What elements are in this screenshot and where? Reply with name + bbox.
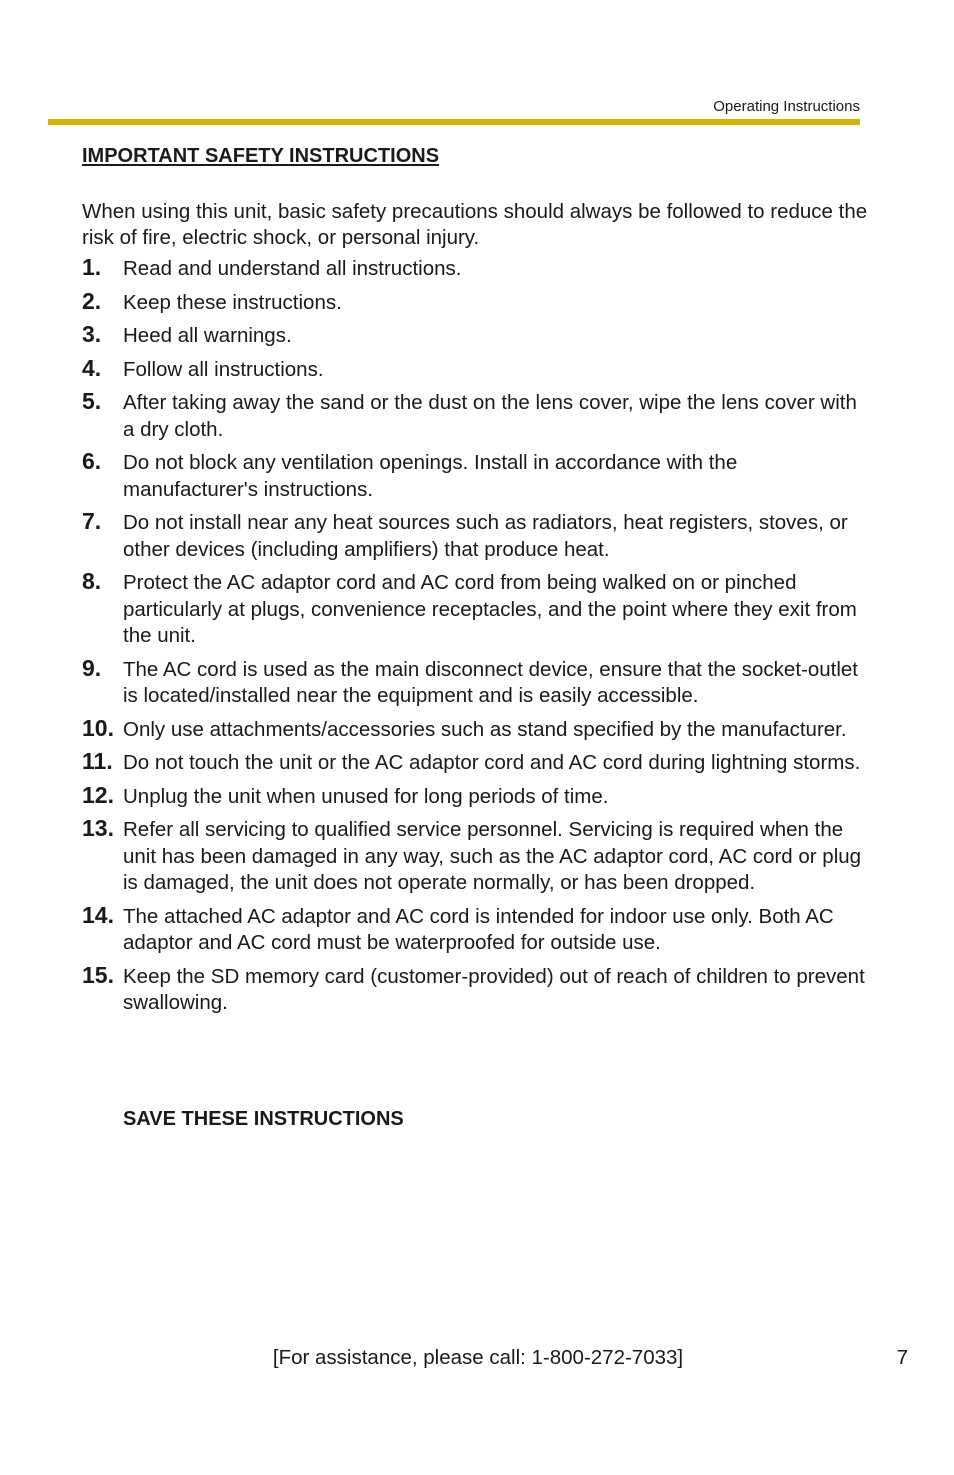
item-text: Read and understand all instructions. [123,257,462,280]
item-text: Protect the AC adaptor cord and AC cord from being walked on or pinched particularly at plugs, convenience receptacles, and the point where they exit from the unit. [123,571,857,647]
list-item [82,287,872,317]
item-text: The attached AC adaptor and AC cord is intended for indoor use only. Both AC adaptor and AC cord must be waterproofed for outside use. [123,904,834,954]
list-item [82,570,872,650]
item-text: Keep these instructions. [123,290,342,314]
item-number: 13. [82,815,114,841]
safety-instructions-list [82,256,872,1024]
section-title: IMPORTANT SAFETY INSTRUCTIONS [82,145,440,167]
page-number: 7 [896,1346,908,1369]
item-text: Do not touch the unit or the AC adaptor cord and AC cord during lightning storms. [123,751,861,774]
item-text: Refer all servicing to qualified service personnel. Servicing is required when the unit has been damaged in any way, such as the AC adaptor cord, AC cord or plug is damaged, the unit does not operate normally, or has been dropped. [123,818,862,894]
item-text: The AC cord is used as the main disconnect device, ensure that the socket-outlet is located/installed near the equipment and is easily accessible. [123,657,858,707]
item-number: 15. [82,961,114,988]
item-number: 4. [82,354,102,381]
list-item [82,714,872,744]
running-header: Operating Instructions [713,98,860,115]
assistance-text: [For assistance, please call: 1-800-272-7033] [272,1346,684,1369]
assistance-footer [0,1346,954,1370]
item-text: Do not block any ventilation openings. Install in accordance with the manufacturer's instructions. [123,451,738,501]
item-number: 2. [82,287,102,314]
list-item [82,961,872,1017]
item-number: 9. [82,654,102,681]
item-number: 10. [82,714,114,741]
list-item [82,510,872,563]
list-item [82,817,872,897]
item-text: Keep the SD memory card (customer-provided) out of reach of children to prevent swallowing. [123,964,865,1014]
item-text: Heed all warnings. [123,324,292,347]
list-item [82,256,872,283]
item-number: 8. [82,568,102,594]
intro-paragraph: When using this unit, basic safety precautions should always be followed to reduce the risk of fire, electric shock, or personal injury. [82,200,868,249]
item-text: Follow all instructions. [123,357,324,381]
list-item [82,750,872,777]
item-number: 12. [82,781,114,808]
item-number: 7. [82,508,102,534]
item-number: 14. [82,901,114,928]
header-divider [48,119,860,125]
item-text: Do not install near any heat sources such as radiators, heat registers, stoves, or other devices (including amplifiers) that produce heat. [123,511,848,561]
list-item [82,901,872,957]
list-item [82,781,872,811]
list-item [82,323,872,350]
item-number: 3. [82,321,102,347]
list-item [82,354,872,384]
list-item [82,450,872,503]
list-item [82,654,872,710]
item-text: Unplug the unit when unused for long periods of time. [123,784,609,808]
item-number: 11. [82,748,113,774]
list-item [82,390,872,443]
item-text: After taking away the sand or the dust on the lens cover, wipe the lens cover with a dry cloth. [123,391,857,441]
item-number: 5. [82,388,102,414]
save-instructions-note: SAVE THESE INSTRUCTIONS [123,1108,404,1130]
item-number: 6. [82,448,102,474]
item-number: 1. [82,254,102,280]
item-text: Only use attachments/accessories such as stand specified by the manufacturer. [123,717,847,741]
